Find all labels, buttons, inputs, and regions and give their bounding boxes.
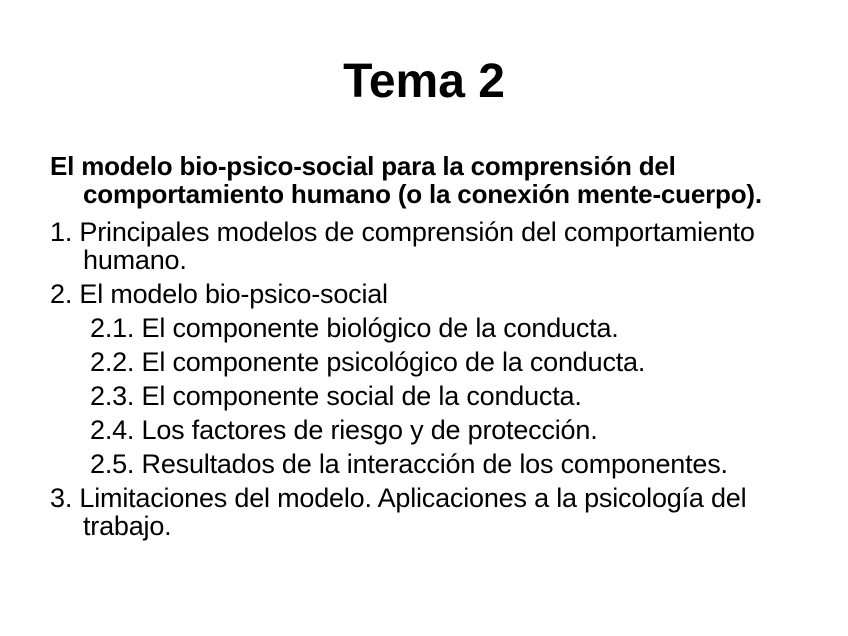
list-item-2: 2. El modelo bio-psico-social	[50, 279, 388, 309]
slide-title: Tema 2	[343, 55, 505, 108]
list-subitem-2-1: 2.1. El componente biológico de la conducta.	[90, 313, 619, 343]
list-subitem-2-5: 2.5. Resultados de la interacción de los componentes.	[90, 449, 728, 479]
list-subitem-2-4: 2.4. Los factores de riesgo y de protección.	[90, 415, 598, 445]
list-subitem-2-2: 2.2. El componente psicológico de la conducta.	[90, 347, 646, 377]
list-item-3: 3. Limitaciones del modelo. Aplicaciones a la psicología del trabajo.	[50, 483, 747, 541]
slide-content	[50, 152, 820, 546]
list-subitem-2-3: 2.3. El componente social de la conducta.	[90, 381, 582, 411]
list-item-1: 1. Principales modelos de comprensión del comportamiento humano.	[50, 217, 755, 275]
heading-item: El modelo bio-psico-social para la comprensión del comportamiento humano (o la conexión mente-cuerpo).	[50, 151, 762, 209]
